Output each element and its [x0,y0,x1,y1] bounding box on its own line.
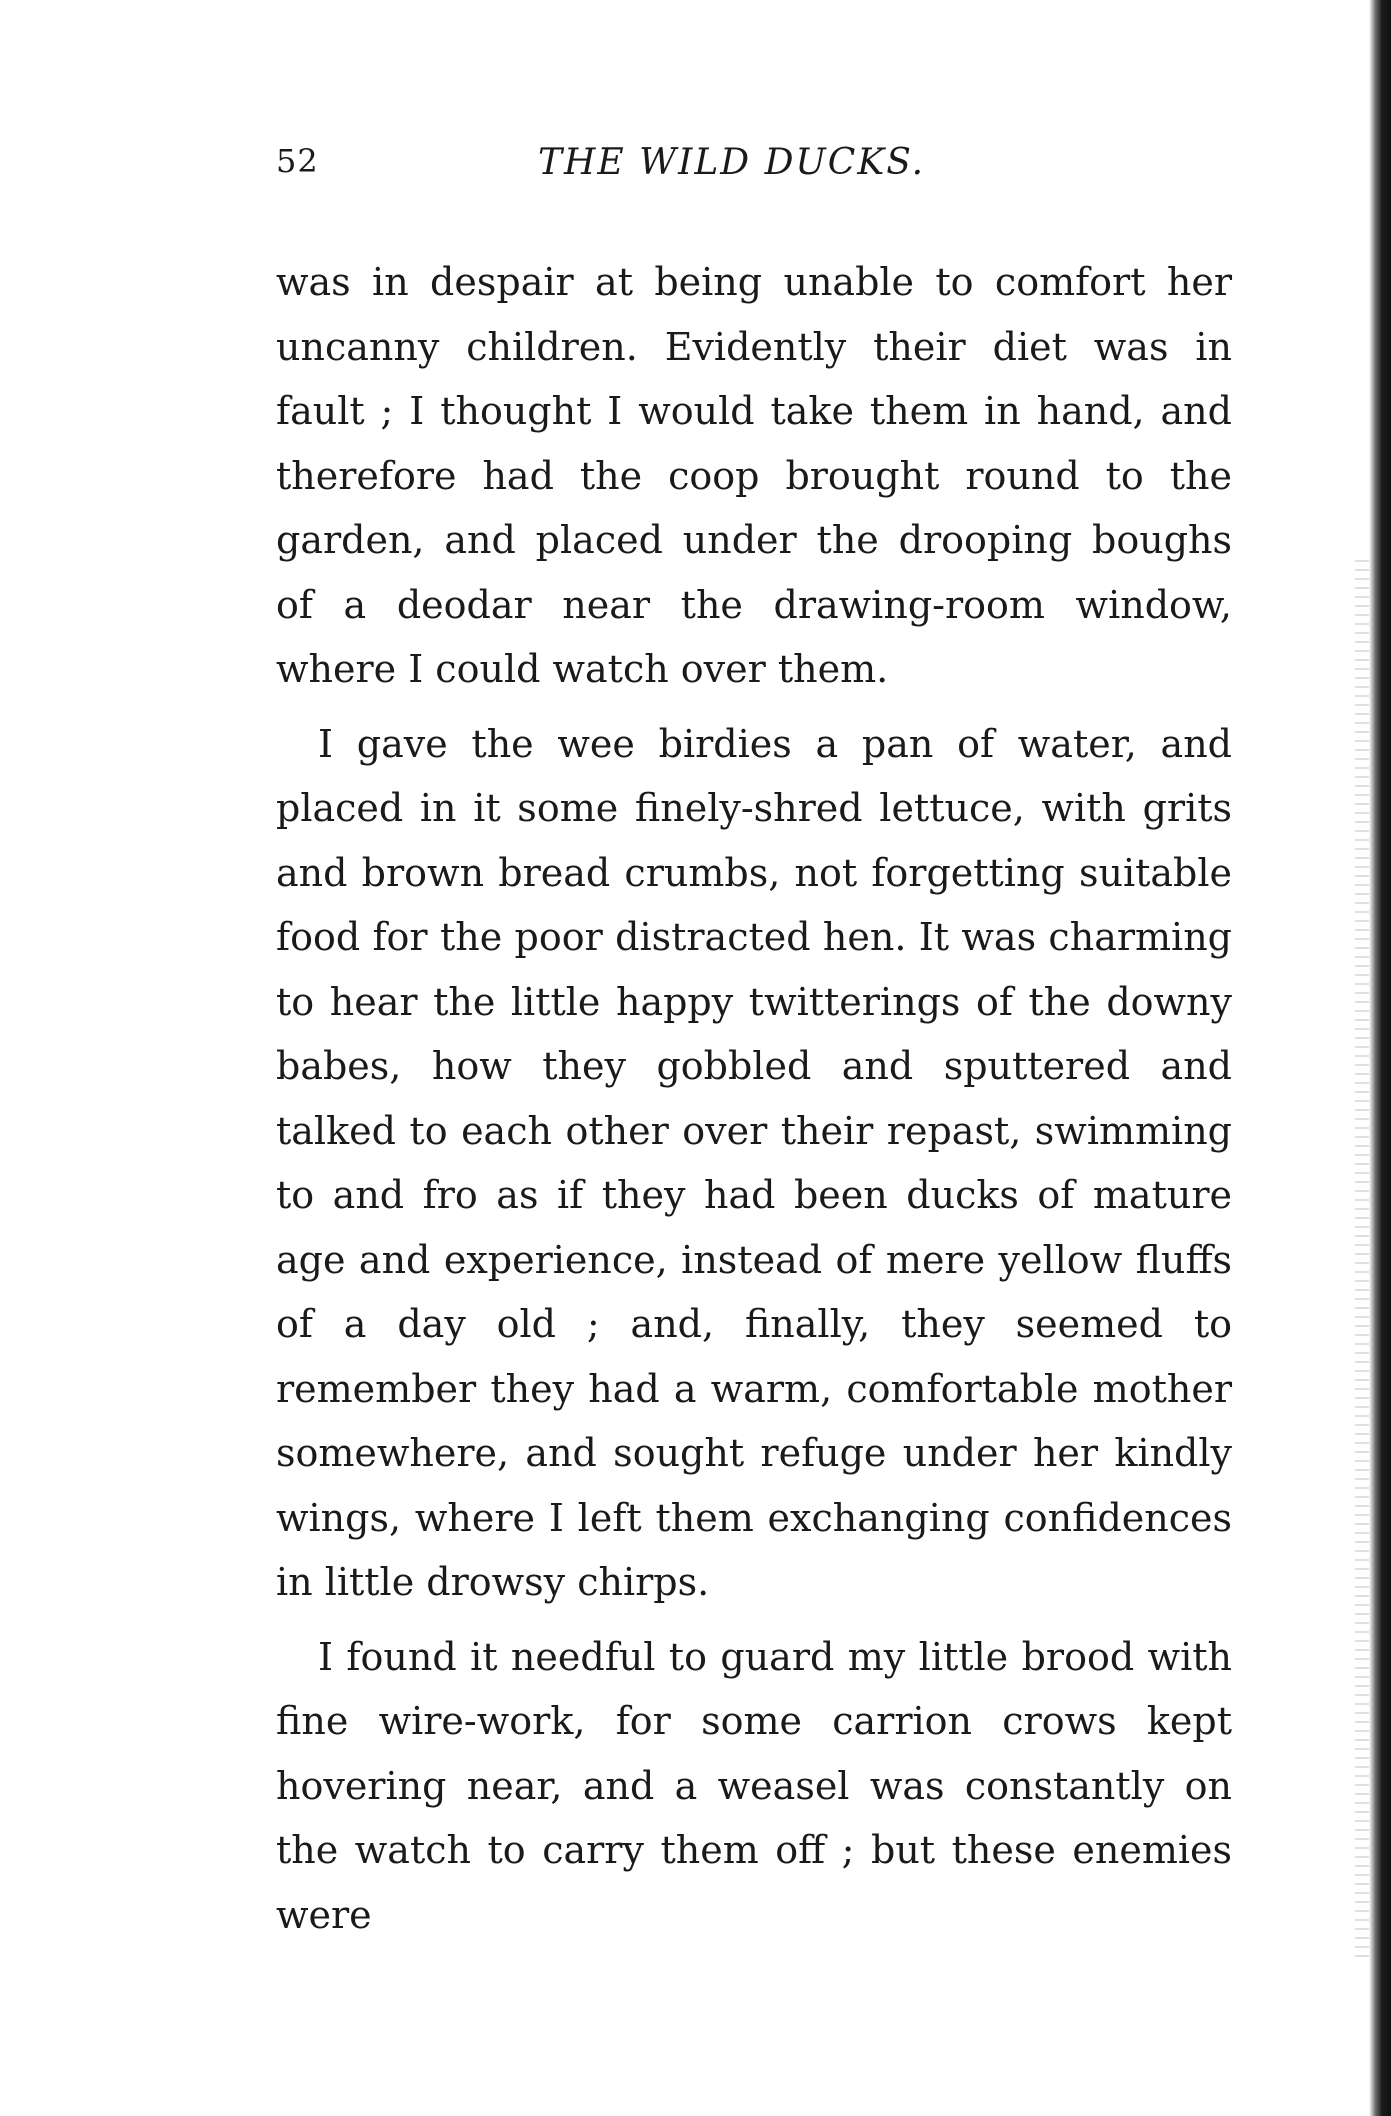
body-text [276,250,1232,1947]
paragraph-2: I gave the wee birdies a pan of water, and placed in it some finely-shred lettuce, with grits and brown bread crumbs, not forgetting suitable food for the poor distracted hen. It was charming to hear the little happy twitterings of the downy babes, how they gobbled and sputtered and talked to each other over their repast, swimming to and fro as if they had been ducks of mature age and experience, instead of mere yellow fluffs of a day old ; and, finally, they seemed to remember they had a warm, comfortable mother somewhere, and sought refuge under her kindly wings, where I left them exchanging confidences in little drowsy chirps. [276,721,1232,1604]
paragraph-1: was in despair at being unable to comfort her uncanny children. Evidently their diet was in fault ; I thought I would take them in hand, and therefore had the coop brought round to the garden, and placed under the drooping boughs of a deodar near the drawing-room window, where I could watch over them. [276,260,1232,691]
page-edge-specks [1355,560,1369,1960]
page-number: 52 [276,142,319,180]
page-header [276,142,956,202]
running-title: THE WILD DUCKS. [538,142,926,183]
page-edge-shadow [1369,0,1391,2116]
paragraph-3: I found it needful to guard my little brood with fine wire-work, for some carrion crows kept hovering near, and a weasel was constantly on the watch to carry them off ; but these enemies were [276,1634,1232,1937]
